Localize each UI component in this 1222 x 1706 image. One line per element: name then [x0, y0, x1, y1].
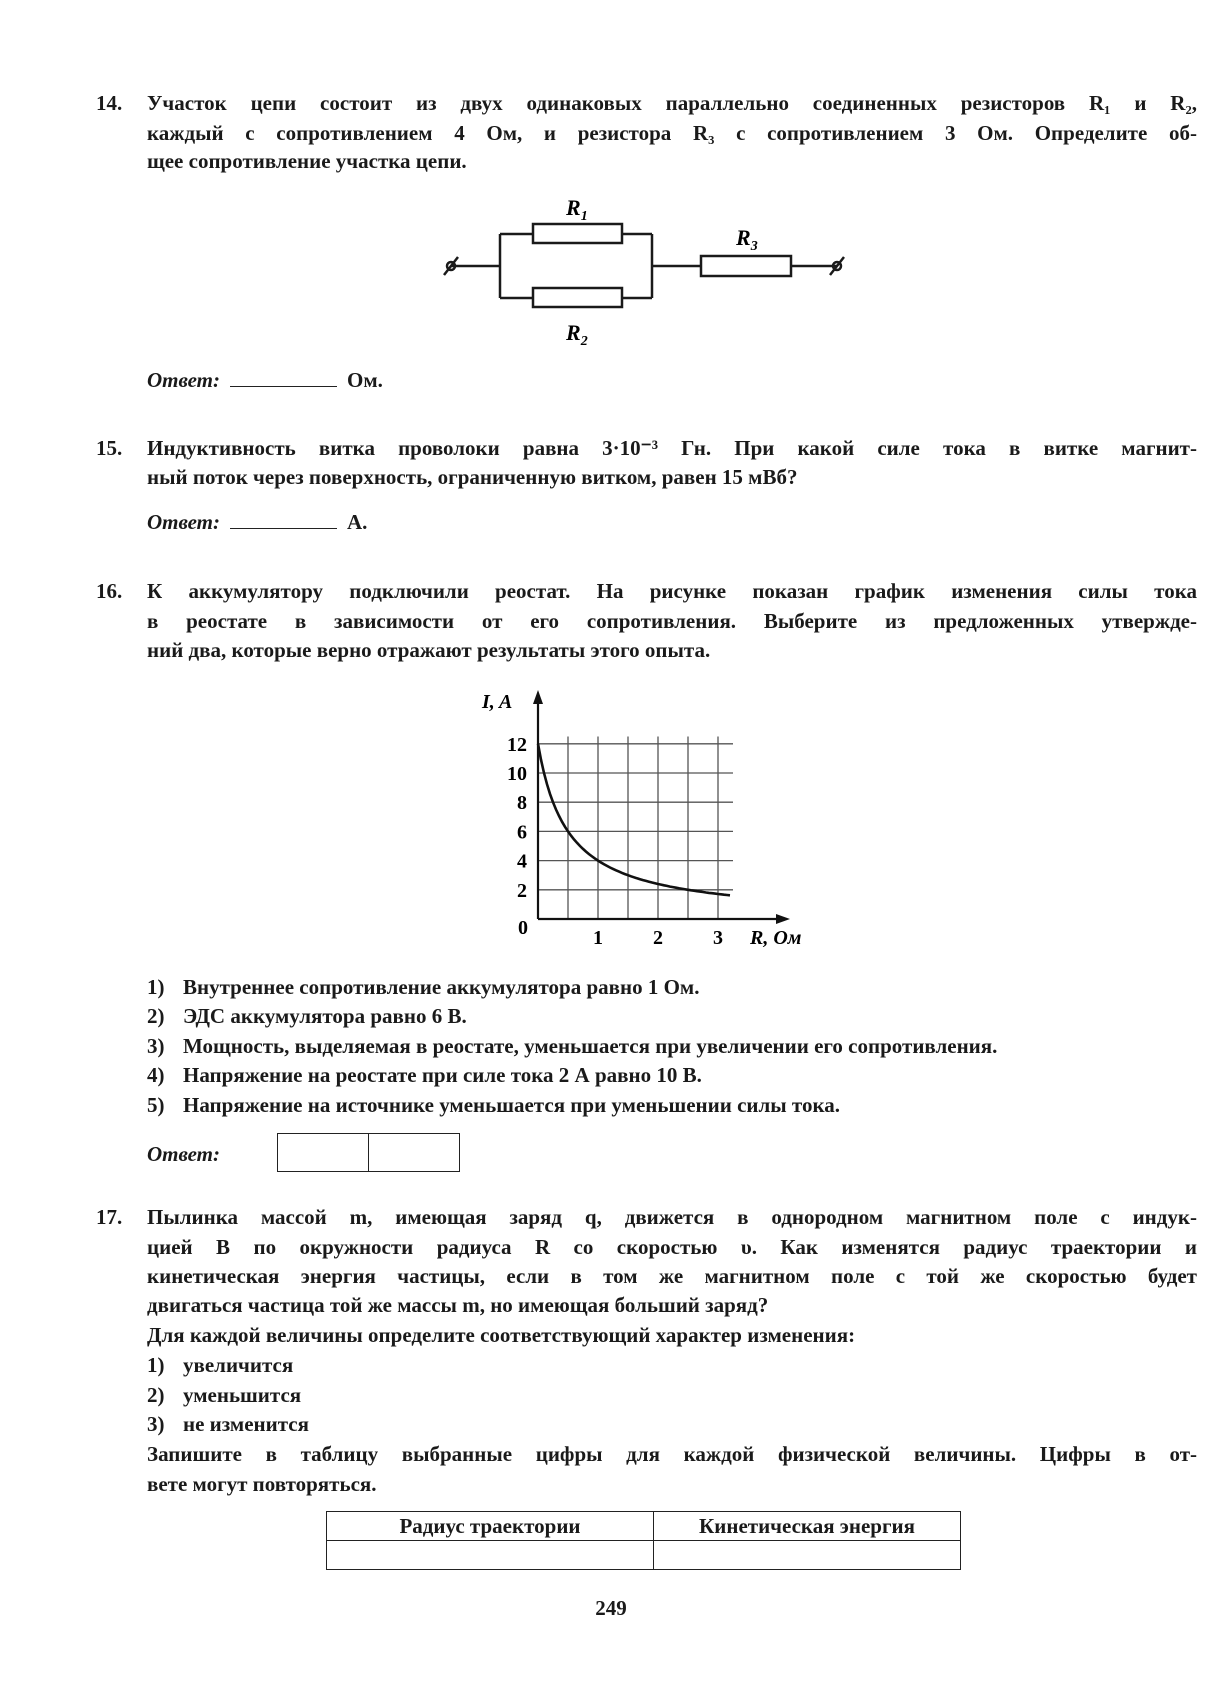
option-text: Напряжение на источнике уменьшается при уменьшении силы тока.: [183, 1093, 840, 1117]
question-text-line: двигаться частица той же массы m, но имеющая больший заряд?: [147, 1293, 769, 1317]
x-tick-label: 3: [713, 927, 723, 949]
answer-label: Ответ:: [147, 510, 220, 534]
option-text: ЭДС аккумулятора равно 6 В.: [183, 1004, 467, 1028]
instruction-text: вете могут повторяться.: [147, 1472, 377, 1496]
option-text: Напряжение на реостате при силе тока 2 А равно 10 В.: [183, 1063, 702, 1087]
choice-number: 1): [147, 1353, 165, 1377]
y-axis-label: I, A: [482, 691, 513, 713]
question-text-line: каждый с сопротивлением 4 Ом, и резистора R₃ с сопротивлением 3 Ом. Определите об-: [147, 121, 1197, 145]
question-text-line: ний два, которые верно отражают результаты этого опыта.: [147, 638, 711, 662]
x-tick-label: 2: [653, 927, 663, 949]
choice-text: не изменится: [183, 1412, 309, 1436]
question-number: 17.: [96, 1205, 123, 1229]
data-curve: [538, 744, 730, 896]
question-text-line: кинетическая энергия частицы, если в том же магнитном поле с той же скоростью будет: [147, 1264, 1197, 1288]
instruction-text: Для каждой величины определите соответствующий характер изменения:: [147, 1323, 856, 1347]
option-item: [147, 1062, 702, 1088]
instruction-text: Запишите в таблицу выбранные цифры для каждой физической величины. Цифры в от-: [147, 1442, 1197, 1466]
y-axis-arrow: [533, 690, 543, 704]
page-number: 249: [595, 1596, 627, 1620]
choice-item: [147, 1411, 309, 1437]
answer-label: Ответ:: [147, 368, 220, 392]
option-text: Мощность, выделяемая в реостате, уменьшается при увеличении его сопротивления.: [183, 1034, 998, 1058]
question-number: 15.: [96, 436, 123, 460]
option-item: [147, 974, 699, 1000]
answer-boxes: [277, 1133, 460, 1172]
answer-label: Ответ:: [147, 1142, 220, 1166]
option-number: 4): [147, 1063, 165, 1087]
origin-label: 0: [518, 917, 528, 939]
label-r3: $R_3$: [736, 225, 758, 254]
y-tick-label: 10: [507, 763, 527, 785]
question-number: 16.: [96, 579, 123, 603]
answer-table: [326, 1511, 961, 1570]
label-r1: $R_1$: [566, 195, 588, 224]
x-axis-label: R, Ом: [750, 927, 802, 949]
label-r2: $R_2$: [566, 320, 588, 349]
answer-cell-radius[interactable]: [327, 1541, 654, 1570]
question-text-line: Участок цепи состоит из двух одинаковых параллельно соединенных резисторов R₁ и R₂,: [147, 91, 1197, 115]
option-number: 2): [147, 1004, 165, 1028]
answer-cell-energy[interactable]: [654, 1541, 961, 1570]
question-text-line: щее сопротивление участка цепи.: [147, 149, 467, 173]
answer-box-1[interactable]: [278, 1134, 369, 1171]
option-item: [147, 1092, 840, 1118]
question-text-line: цией B по окружности радиуса R со скоростью υ. Как изменятся радиус траектории и: [147, 1235, 1197, 1259]
table-header: Радиус траектории: [327, 1512, 654, 1541]
choice-number: 3): [147, 1412, 165, 1436]
option-item: [147, 1003, 467, 1029]
answer-unit: Ом.: [347, 368, 383, 392]
option-number: 3): [147, 1034, 165, 1058]
y-tick-label: 4: [517, 850, 527, 873]
question-number: 14.: [96, 91, 123, 115]
option-number: 5): [147, 1093, 165, 1117]
answer-box-2[interactable]: [369, 1134, 459, 1171]
choice-text: уменьшится: [183, 1383, 302, 1407]
question-text-line: Индуктивность витка проволоки равна 3·10⁻³ Гн. При какой силе тока в витке магнит-: [147, 436, 1197, 460]
option-item: [147, 1033, 997, 1059]
answer-unit: А.: [347, 510, 368, 534]
table-header: Кинетическая энергия: [654, 1512, 961, 1541]
x-axis-arrow: [776, 914, 790, 924]
question-text-line: Пылинка массой m, имеющая заряд q, движется в однородном магнитном поле с индук-: [147, 1205, 1197, 1229]
choice-number: 2): [147, 1383, 165, 1407]
question-text-line: К аккумулятору подключили реостат. На рисунке показан график изменения силы тока: [147, 579, 1197, 603]
y-tick-label: 2: [517, 879, 527, 902]
choice-text: увеличится: [183, 1353, 294, 1377]
option-text: Внутреннее сопротивление аккумулятора равно 1 Ом.: [183, 975, 700, 999]
choice-item: [147, 1382, 301, 1408]
choice-item: [147, 1352, 293, 1378]
y-tick-label: 6: [517, 821, 527, 844]
option-number: 1): [147, 975, 165, 999]
y-tick-label: 8: [517, 792, 527, 815]
x-tick-label: 1: [593, 927, 603, 949]
question-text-line: ный поток через поверхность, ограниченную витком, равен 15 мВб?: [147, 465, 798, 489]
y-tick-label: 12: [507, 733, 527, 756]
question-text-line: в реостате в зависимости от его сопротивления. Выберите из предложенных утвержде-: [147, 609, 1197, 633]
